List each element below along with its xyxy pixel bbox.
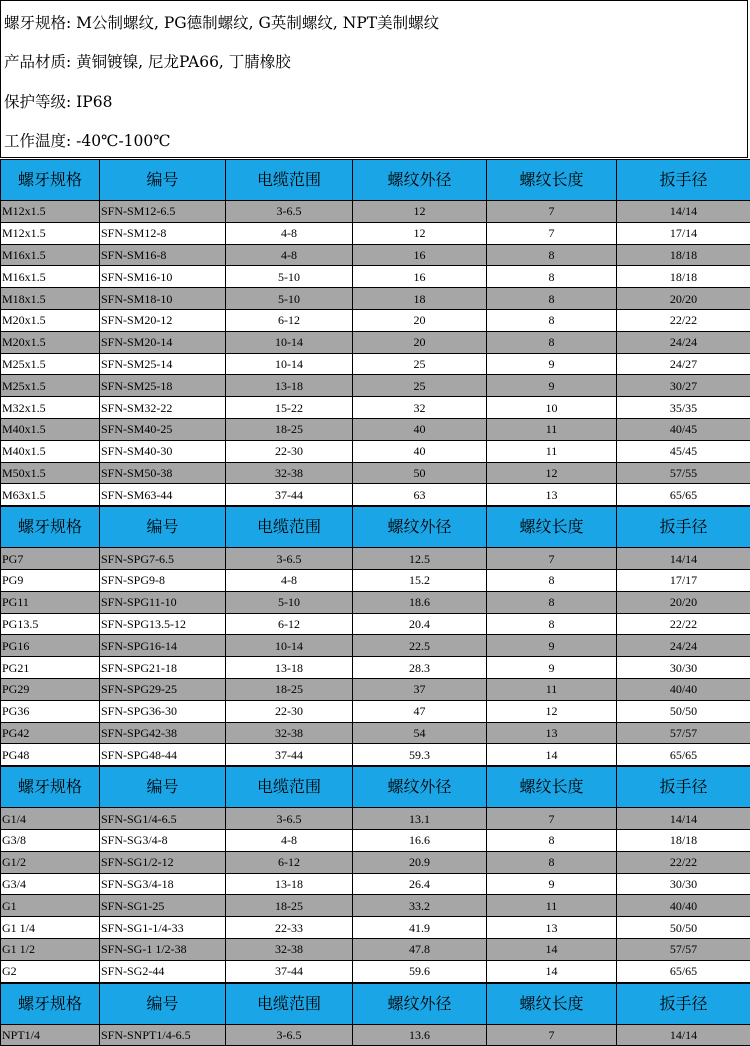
table-cell: 12 bbox=[353, 222, 487, 244]
table-cell: PG9 bbox=[1, 569, 100, 591]
table-cell: SFN-SM25-18 bbox=[100, 375, 226, 397]
table-cell: 40 bbox=[353, 418, 487, 440]
column-header: 螺牙规格 bbox=[1, 767, 100, 808]
table-cell: 17/17 bbox=[617, 569, 750, 591]
thread-spec-line: 螺牙规格: M公制螺纹, PG德制螺纹, G英制螺纹, NPT美制螺纹 bbox=[4, 14, 440, 32]
table-cell: 22-30 bbox=[226, 440, 353, 462]
table-cell: PG29 bbox=[1, 678, 100, 700]
table-cell: 41.9 bbox=[353, 917, 487, 939]
table-cell: PG7 bbox=[1, 548, 100, 570]
table-header-row bbox=[1, 507, 750, 548]
table-cell: 32 bbox=[353, 397, 487, 419]
table-cell: 5-10 bbox=[226, 266, 353, 288]
table-cell: 8 bbox=[487, 244, 617, 266]
table-row bbox=[1, 440, 750, 462]
table-cell: 12 bbox=[353, 201, 487, 223]
table-cell: M12x1.5 bbox=[1, 222, 100, 244]
table-cell: 18/18 bbox=[617, 244, 750, 266]
table-cell: 12 bbox=[487, 700, 617, 722]
table-row bbox=[1, 266, 750, 288]
table-cell: SFN-SG-1 1/2-38 bbox=[100, 938, 226, 960]
table-cell: 4-8 bbox=[226, 244, 353, 266]
table-cell: 57/57 bbox=[617, 938, 750, 960]
table-row bbox=[1, 484, 750, 506]
table-cell: 8 bbox=[487, 309, 617, 331]
table-cell: 11 bbox=[487, 895, 617, 917]
table-cell: 57/57 bbox=[617, 722, 750, 744]
table-cell: M18x1.5 bbox=[1, 288, 100, 310]
table-cell: SFN-SM20-12 bbox=[100, 309, 226, 331]
table-cell: M63x1.5 bbox=[1, 484, 100, 506]
table-cell: 13-18 bbox=[226, 873, 353, 895]
table-cell: 26.4 bbox=[353, 873, 487, 895]
table-cell: 8 bbox=[487, 591, 617, 613]
table-cell: 65/65 bbox=[617, 484, 750, 506]
table-cell: 12.5 bbox=[353, 548, 487, 570]
spec-table-pg bbox=[0, 506, 750, 766]
column-header: 编号 bbox=[100, 507, 226, 548]
table-row bbox=[1, 222, 750, 244]
table-row bbox=[1, 309, 750, 331]
table-cell: M40x1.5 bbox=[1, 418, 100, 440]
table-cell: 14/14 bbox=[617, 808, 750, 830]
table-cell: 6-12 bbox=[226, 851, 353, 873]
table-cell: M25x1.5 bbox=[1, 353, 100, 375]
table-cell: 22/22 bbox=[617, 851, 750, 873]
table-cell: 37-44 bbox=[226, 960, 353, 982]
table-cell: SFN-SPG16-14 bbox=[100, 635, 226, 657]
table-cell: SFN-SPG21-18 bbox=[100, 657, 226, 679]
table-cell: 13 bbox=[487, 917, 617, 939]
table-cell: SFN-SM16-10 bbox=[100, 266, 226, 288]
table-cell: SFN-SM20-14 bbox=[100, 331, 226, 353]
table-cell: PG36 bbox=[1, 700, 100, 722]
table-cell: 16.6 bbox=[353, 829, 487, 851]
table-cell: 32-38 bbox=[226, 938, 353, 960]
table-row bbox=[1, 938, 750, 960]
table-cell: G1 1/4 bbox=[1, 917, 100, 939]
table-cell: 20.4 bbox=[353, 613, 487, 635]
column-header: 螺纹外径 bbox=[353, 160, 487, 201]
table-cell: 50/50 bbox=[617, 917, 750, 939]
table-cell: 8 bbox=[487, 288, 617, 310]
table-cell: 8 bbox=[487, 829, 617, 851]
table-row bbox=[1, 288, 750, 310]
table-cell: 32-38 bbox=[226, 462, 353, 484]
table-cell: PG16 bbox=[1, 635, 100, 657]
table-cell: 63 bbox=[353, 484, 487, 506]
table-row bbox=[1, 829, 750, 851]
table-cell: 13 bbox=[487, 484, 617, 506]
column-header: 电缆范围 bbox=[226, 160, 353, 201]
table-cell: SFN-SM12-8 bbox=[100, 222, 226, 244]
table-row bbox=[1, 244, 750, 266]
table-cell: 24/24 bbox=[617, 331, 750, 353]
table-cell: 9 bbox=[487, 657, 617, 679]
table-cell: G1/2 bbox=[1, 851, 100, 873]
table-cell: 3-6.5 bbox=[226, 201, 353, 223]
table-cell: 59.6 bbox=[353, 960, 487, 982]
table-cell: 8 bbox=[487, 331, 617, 353]
table-cell: G1/4 bbox=[1, 808, 100, 830]
table-cell: 18-25 bbox=[226, 895, 353, 917]
table-cell: 3-6.5 bbox=[226, 808, 353, 830]
table-row bbox=[1, 808, 750, 830]
table-cell: M12x1.5 bbox=[1, 201, 100, 223]
table-row bbox=[1, 635, 750, 657]
spec-tables bbox=[0, 159, 750, 1046]
table-cell: 12 bbox=[487, 462, 617, 484]
table-cell: 32-38 bbox=[226, 722, 353, 744]
table-cell: 9 bbox=[487, 635, 617, 657]
table-cell: 10-14 bbox=[226, 331, 353, 353]
table-cell: G3/4 bbox=[1, 873, 100, 895]
table-cell: G3/8 bbox=[1, 829, 100, 851]
table-cell: 18/18 bbox=[617, 829, 750, 851]
table-cell: 16 bbox=[353, 266, 487, 288]
table-cell: 30/27 bbox=[617, 375, 750, 397]
table-cell: 25 bbox=[353, 375, 487, 397]
table-header-row bbox=[1, 160, 750, 201]
table-cell: SFN-SG3/4-8 bbox=[100, 829, 226, 851]
table-cell: SFN-SG3/4-18 bbox=[100, 873, 226, 895]
column-header: 螺牙规格 bbox=[1, 160, 100, 201]
table-cell: 14 bbox=[487, 960, 617, 982]
table-cell: M32x1.5 bbox=[1, 397, 100, 419]
table-row bbox=[1, 353, 750, 375]
table-cell: 45/45 bbox=[617, 440, 750, 462]
table-cell: 50/50 bbox=[617, 700, 750, 722]
table-cell: 8 bbox=[487, 613, 617, 635]
table-row bbox=[1, 657, 750, 679]
table-cell: 20/20 bbox=[617, 288, 750, 310]
table-row bbox=[1, 744, 750, 766]
table-cell: 8 bbox=[487, 266, 617, 288]
table-cell: 14 bbox=[487, 938, 617, 960]
table-cell: 20 bbox=[353, 331, 487, 353]
table-cell: 35/35 bbox=[617, 397, 750, 419]
spec-table-npt bbox=[0, 983, 750, 1046]
table-cell: 18 bbox=[353, 288, 487, 310]
table-header-row bbox=[1, 983, 750, 1024]
table-cell: 3-6.5 bbox=[226, 1024, 353, 1046]
table-row bbox=[1, 917, 750, 939]
table-cell: SFN-SPG42-38 bbox=[100, 722, 226, 744]
table-cell: 40 bbox=[353, 440, 487, 462]
table-cell: 18/18 bbox=[617, 266, 750, 288]
table-cell: 20 bbox=[353, 309, 487, 331]
table-row bbox=[1, 851, 750, 873]
table-row bbox=[1, 548, 750, 570]
table-cell: SFN-SG1/2-12 bbox=[100, 851, 226, 873]
table-cell: 40/45 bbox=[617, 418, 750, 440]
table-cell: 4-8 bbox=[226, 569, 353, 591]
table-row bbox=[1, 375, 750, 397]
table-row bbox=[1, 201, 750, 223]
spec-table-g bbox=[0, 766, 750, 982]
table-row bbox=[1, 418, 750, 440]
table-cell: 65/65 bbox=[617, 744, 750, 766]
table-cell: 8 bbox=[487, 851, 617, 873]
column-header: 螺纹长度 bbox=[487, 160, 617, 201]
column-header: 编号 bbox=[100, 767, 226, 808]
table-cell: 47.8 bbox=[353, 938, 487, 960]
table-cell: SFN-SG1-1/4-33 bbox=[100, 917, 226, 939]
column-header: 电缆范围 bbox=[226, 983, 353, 1024]
table-cell: SFN-SNPT1/4-6.5 bbox=[100, 1024, 226, 1046]
table-cell: 13.1 bbox=[353, 808, 487, 830]
table-cell: 7 bbox=[487, 1024, 617, 1046]
table-cell: 37 bbox=[353, 678, 487, 700]
table-cell: 7 bbox=[487, 548, 617, 570]
column-header: 扳手径 bbox=[617, 767, 750, 808]
table-cell: PG42 bbox=[1, 722, 100, 744]
table-cell: G1 1/2 bbox=[1, 938, 100, 960]
table-cell: SFN-SM63-44 bbox=[100, 484, 226, 506]
table-cell: 28.3 bbox=[353, 657, 487, 679]
column-header: 螺纹外径 bbox=[353, 507, 487, 548]
table-cell: 40/40 bbox=[617, 678, 750, 700]
table-cell: NPT1/4 bbox=[1, 1024, 100, 1046]
column-header: 电缆范围 bbox=[226, 767, 353, 808]
table-cell: 13-18 bbox=[226, 375, 353, 397]
table-cell: 22-30 bbox=[226, 700, 353, 722]
spec-info-box bbox=[0, 0, 748, 158]
table-cell: 20.9 bbox=[353, 851, 487, 873]
table-cell: 7 bbox=[487, 201, 617, 223]
table-cell: SFN-SM32-22 bbox=[100, 397, 226, 419]
table-cell: 13 bbox=[487, 722, 617, 744]
table-row bbox=[1, 462, 750, 484]
table-cell: PG11 bbox=[1, 591, 100, 613]
table-cell: SFN-SM50-38 bbox=[100, 462, 226, 484]
table-cell: 22/22 bbox=[617, 309, 750, 331]
table-cell: SFN-SPG29-25 bbox=[100, 678, 226, 700]
table-cell: SFN-SPG9-8 bbox=[100, 569, 226, 591]
spec-table-metric bbox=[0, 159, 750, 506]
table-cell: SFN-SG2-44 bbox=[100, 960, 226, 982]
column-header: 扳手径 bbox=[617, 160, 750, 201]
column-header: 编号 bbox=[100, 160, 226, 201]
table-cell: 15-22 bbox=[226, 397, 353, 419]
table-cell: 18.6 bbox=[353, 591, 487, 613]
table-cell: G2 bbox=[1, 960, 100, 982]
table-cell: 5-10 bbox=[226, 288, 353, 310]
table-cell: 14/14 bbox=[617, 548, 750, 570]
table-cell: 24/24 bbox=[617, 635, 750, 657]
table-cell: M50x1.5 bbox=[1, 462, 100, 484]
table-cell: 5-10 bbox=[226, 591, 353, 613]
column-header: 螺纹外径 bbox=[353, 983, 487, 1024]
table-cell: 7 bbox=[487, 222, 617, 244]
table-cell: 37-44 bbox=[226, 484, 353, 506]
table-cell: 16 bbox=[353, 244, 487, 266]
table-cell: SFN-SPG13.5-12 bbox=[100, 613, 226, 635]
column-header: 扳手径 bbox=[617, 507, 750, 548]
table-cell: 65/65 bbox=[617, 960, 750, 982]
table-cell: 9 bbox=[487, 873, 617, 895]
column-header: 螺纹长度 bbox=[487, 507, 617, 548]
table-cell: 33.2 bbox=[353, 895, 487, 917]
column-header: 螺牙规格 bbox=[1, 507, 100, 548]
table-cell: 30/30 bbox=[617, 657, 750, 679]
table-cell: 14/14 bbox=[617, 1024, 750, 1046]
table-row bbox=[1, 591, 750, 613]
protection-line: 保护等级: IP68 bbox=[4, 93, 113, 111]
table-row bbox=[1, 722, 750, 744]
table-cell: 54 bbox=[353, 722, 487, 744]
table-cell: M25x1.5 bbox=[1, 375, 100, 397]
table-cell: M40x1.5 bbox=[1, 440, 100, 462]
table-cell: 3-6.5 bbox=[226, 548, 353, 570]
table-cell: PG21 bbox=[1, 657, 100, 679]
table-cell: 11 bbox=[487, 678, 617, 700]
table-cell: 13-18 bbox=[226, 657, 353, 679]
temperature-line: 工作温度: -40℃-100℃ bbox=[4, 132, 171, 150]
table-cell: 22-33 bbox=[226, 917, 353, 939]
material-line: 产品材质: 黄铜镀镍, 尼龙PA66, 丁腈橡胶 bbox=[4, 53, 291, 71]
table-cell: 37-44 bbox=[226, 744, 353, 766]
table-cell: 13.6 bbox=[353, 1024, 487, 1046]
column-header: 螺纹长度 bbox=[487, 767, 617, 808]
table-cell: 8 bbox=[487, 569, 617, 591]
table-cell: SFN-SPG36-30 bbox=[100, 700, 226, 722]
table-cell: 17/14 bbox=[617, 222, 750, 244]
table-cell: 57/55 bbox=[617, 462, 750, 484]
table-cell: 14 bbox=[487, 744, 617, 766]
table-cell: SFN-SG1/4-6.5 bbox=[100, 808, 226, 830]
table-cell: SFN-SM40-25 bbox=[100, 418, 226, 440]
table-cell: PG48 bbox=[1, 744, 100, 766]
table-cell: 59.3 bbox=[353, 744, 487, 766]
table-cell: 10-14 bbox=[226, 635, 353, 657]
table-row bbox=[1, 569, 750, 591]
table-cell: SFN-SG1-25 bbox=[100, 895, 226, 917]
table-cell: 6-12 bbox=[226, 309, 353, 331]
table-cell: 24/27 bbox=[617, 353, 750, 375]
table-cell: SFN-SPG7-6.5 bbox=[100, 548, 226, 570]
column-header: 螺纹长度 bbox=[487, 983, 617, 1024]
table-row bbox=[1, 895, 750, 917]
column-header: 螺牙规格 bbox=[1, 983, 100, 1024]
table-row bbox=[1, 960, 750, 982]
column-header: 编号 bbox=[100, 983, 226, 1024]
table-cell: 9 bbox=[487, 375, 617, 397]
table-cell: 20/20 bbox=[617, 591, 750, 613]
table-row bbox=[1, 678, 750, 700]
table-cell: SFN-SM40-30 bbox=[100, 440, 226, 462]
column-header: 电缆范围 bbox=[226, 507, 353, 548]
table-row bbox=[1, 873, 750, 895]
table-cell: 22.5 bbox=[353, 635, 487, 657]
table-cell: M16x1.5 bbox=[1, 266, 100, 288]
table-cell: M16x1.5 bbox=[1, 244, 100, 266]
table-cell: 10 bbox=[487, 397, 617, 419]
table-cell: M20x1.5 bbox=[1, 309, 100, 331]
table-cell: 4-8 bbox=[226, 222, 353, 244]
table-cell: 7 bbox=[487, 808, 617, 830]
table-cell: 30/30 bbox=[617, 873, 750, 895]
table-row bbox=[1, 700, 750, 722]
table-cell: 4-8 bbox=[226, 829, 353, 851]
table-cell: 18-25 bbox=[226, 418, 353, 440]
table-cell: 22/22 bbox=[617, 613, 750, 635]
table-cell: SFN-SPG11-10 bbox=[100, 591, 226, 613]
table-cell: G1 bbox=[1, 895, 100, 917]
table-cell: SFN-SPG48-44 bbox=[100, 744, 226, 766]
table-cell: 6-12 bbox=[226, 613, 353, 635]
table-cell: M20x1.5 bbox=[1, 331, 100, 353]
table-cell: 50 bbox=[353, 462, 487, 484]
table-cell: 14/14 bbox=[617, 201, 750, 223]
table-cell: 15.2 bbox=[353, 569, 487, 591]
table-cell: 40/40 bbox=[617, 895, 750, 917]
table-row bbox=[1, 331, 750, 353]
table-cell: 11 bbox=[487, 418, 617, 440]
table-cell: SFN-SM12-6.5 bbox=[100, 201, 226, 223]
table-header-row bbox=[1, 767, 750, 808]
table-cell: 10-14 bbox=[226, 353, 353, 375]
table-row bbox=[1, 397, 750, 419]
table-cell: 25 bbox=[353, 353, 487, 375]
table-cell: 18-25 bbox=[226, 678, 353, 700]
table-cell: 47 bbox=[353, 700, 487, 722]
table-row bbox=[1, 1024, 750, 1046]
column-header: 扳手径 bbox=[617, 983, 750, 1024]
table-cell: SFN-SM25-14 bbox=[100, 353, 226, 375]
table-cell: SFN-SM16-8 bbox=[100, 244, 226, 266]
table-cell: SFN-SM18-10 bbox=[100, 288, 226, 310]
table-cell: 9 bbox=[487, 353, 617, 375]
table-cell: PG13.5 bbox=[1, 613, 100, 635]
table-cell: 11 bbox=[487, 440, 617, 462]
column-header: 螺纹外径 bbox=[353, 767, 487, 808]
table-row bbox=[1, 613, 750, 635]
